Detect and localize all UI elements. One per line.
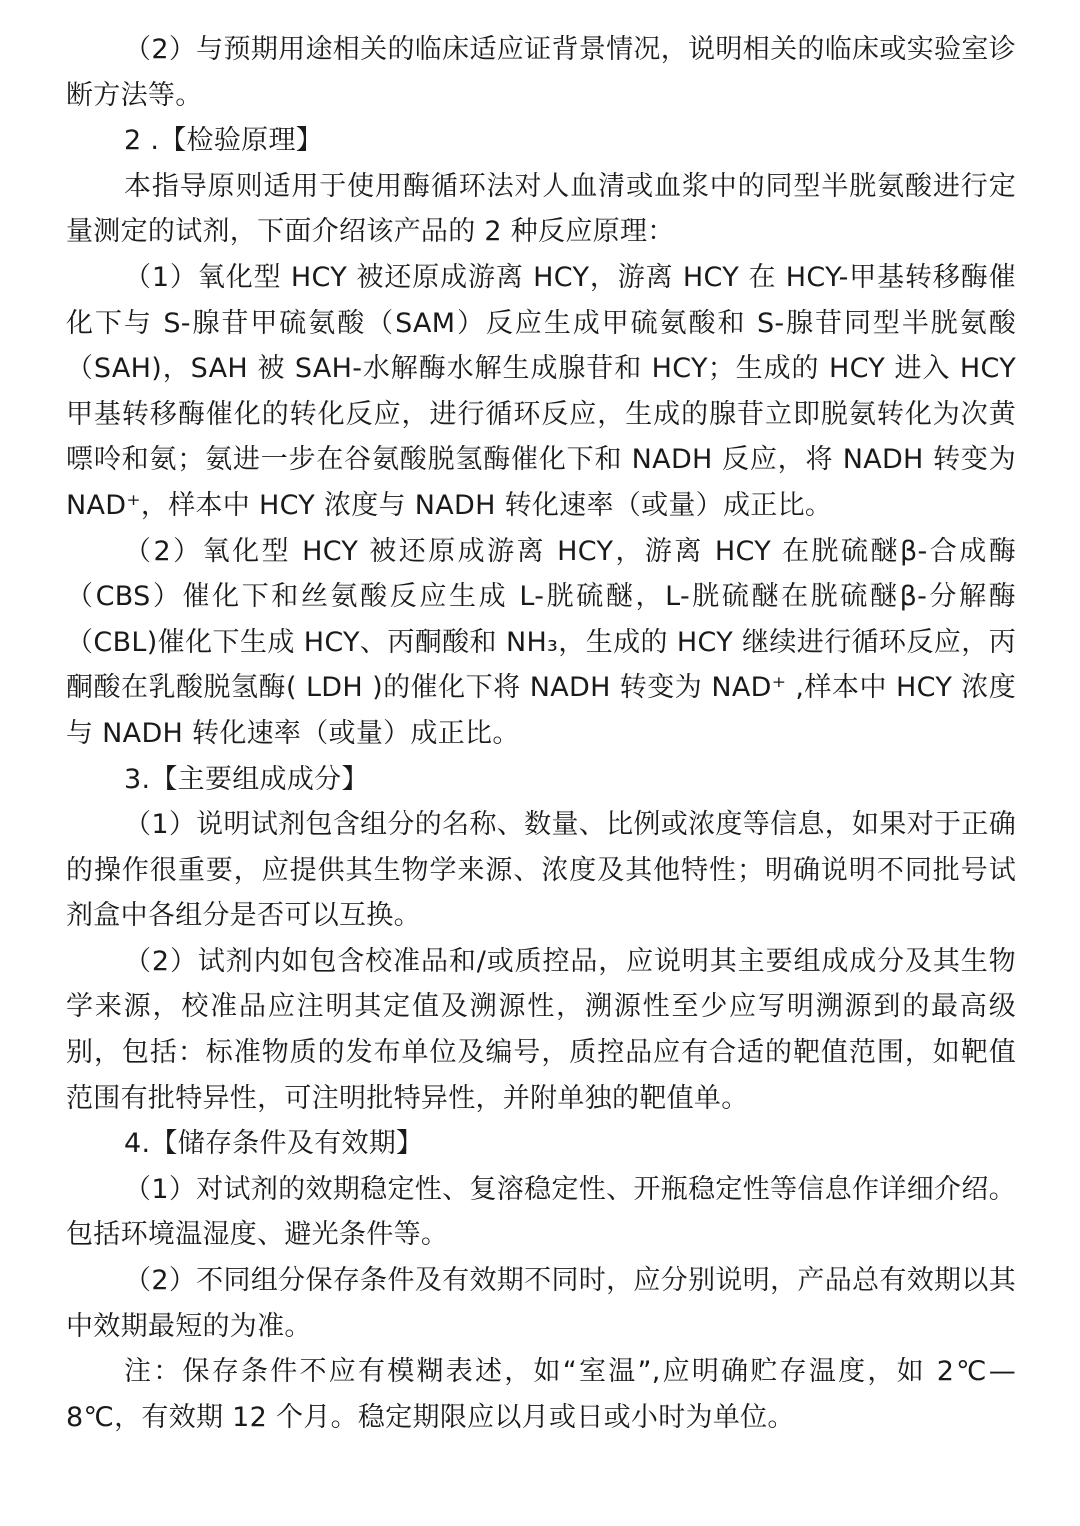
section-heading-test-principle: 2 .【检验原理】 [124,125,324,157]
paragraph-components-2: （2）试剂内如包含校准品和/或质控品，应说明其主要组成成分及其生物学来源，校准品应注明其定值及溯源性，溯源性至少应写明溯源到的最高级别，包括：标准物质的发布单位及编号，质控品应有合适的靶值范围，如靶值范围有批特异性，可注明批特异性，并附单独的靶值单。 [66,945,1016,1114]
paragraph-indication-background: （2）与预期用途相关的临床适应证背景情况，说明相关的临床或实验室诊断方法等。 [66,34,1016,111]
paragraph-principle-method-2: （2）氧化型 HCY 被还原成游离 HCY，游离 HCY 在胱硫醚β-合成酶（CBS）催化下和丝氨酸反应生成 L-胱硫醚，L-胱硫醚在胱硫醚β-分解酶（CBL)催化下生成 HCY、丙酮酸和 NH₃，生成的 HCY 继续进行循环反应，丙酮酸在乳酸脱氢酶( LDH )的催化下将 NADH 转变为 NAD⁺ ,样本中 HCY 浓度与 NADH 转化速率（或量）成正比。 [66,535,1016,749]
paragraph-principle-intro: 本指导原则适用于使用酶循环法对人血清或血浆中的同型半胱氨酸进行定量测定的试剂，下面介绍该产品的 2 种反应原理： [66,170,1016,248]
paragraph-principle-method-1: （1）氧化型 HCY 被还原成游离 HCY，游离 HCY 在 HCY-甲基转移酶催化下与 S-腺苷甲硫氨酸（SAM）反应生成甲硫氨酸和 S-腺苷同型半胱氨酸（SAH)，SAH 被 SAH-水解酶水解生成腺苷和 HCY；生成的 HCY 进入 HCY 甲基转移酶催化的转化反应，进行循环反应，生成的腺苷立即脱氨转化为次黄嘌呤和氨；氨进一步在谷氨酸脱氢酶催化下和 NADH 反应，将 NADH 转变为 NAD⁺，样本中 HCY 浓度与 NADH 转化速率（或量）成正比。 [66,261,1016,521]
section-heading-storage-validity: 4.【储存条件及有效期】 [124,1128,424,1160]
paragraph-storage-2: （2）不同组分保存条件及有效期不同时，应分别说明，产品总有效期以其中效期最短的为准。 [66,1265,1016,1342]
paragraph-storage-1: （1）对试剂的效期稳定性、复溶稳定性、开瓶稳定性等信息作详细介绍。包括环境温湿度、避光条件等。 [66,1173,1016,1251]
paragraph-storage-note: 注：保存条件不应有模糊表述，如“室温”,应明确贮存温度，如 2℃—8℃，有效期 12 个月。稳定期限应以月或日或小时为单位。 [66,1356,1016,1433]
paragraph-components-1: （1）说明试剂包含组分的名称、数量、比例或浓度等信息，如果对于正确的操作很重要，应提供其生物学来源、浓度及其他特性；明确说明不同批号试剂盒中各组分是否可以互换。 [66,809,1016,932]
document-page [66,27,1016,1440]
section-heading-main-components: 3.【主要组成成分】 [124,763,369,795]
